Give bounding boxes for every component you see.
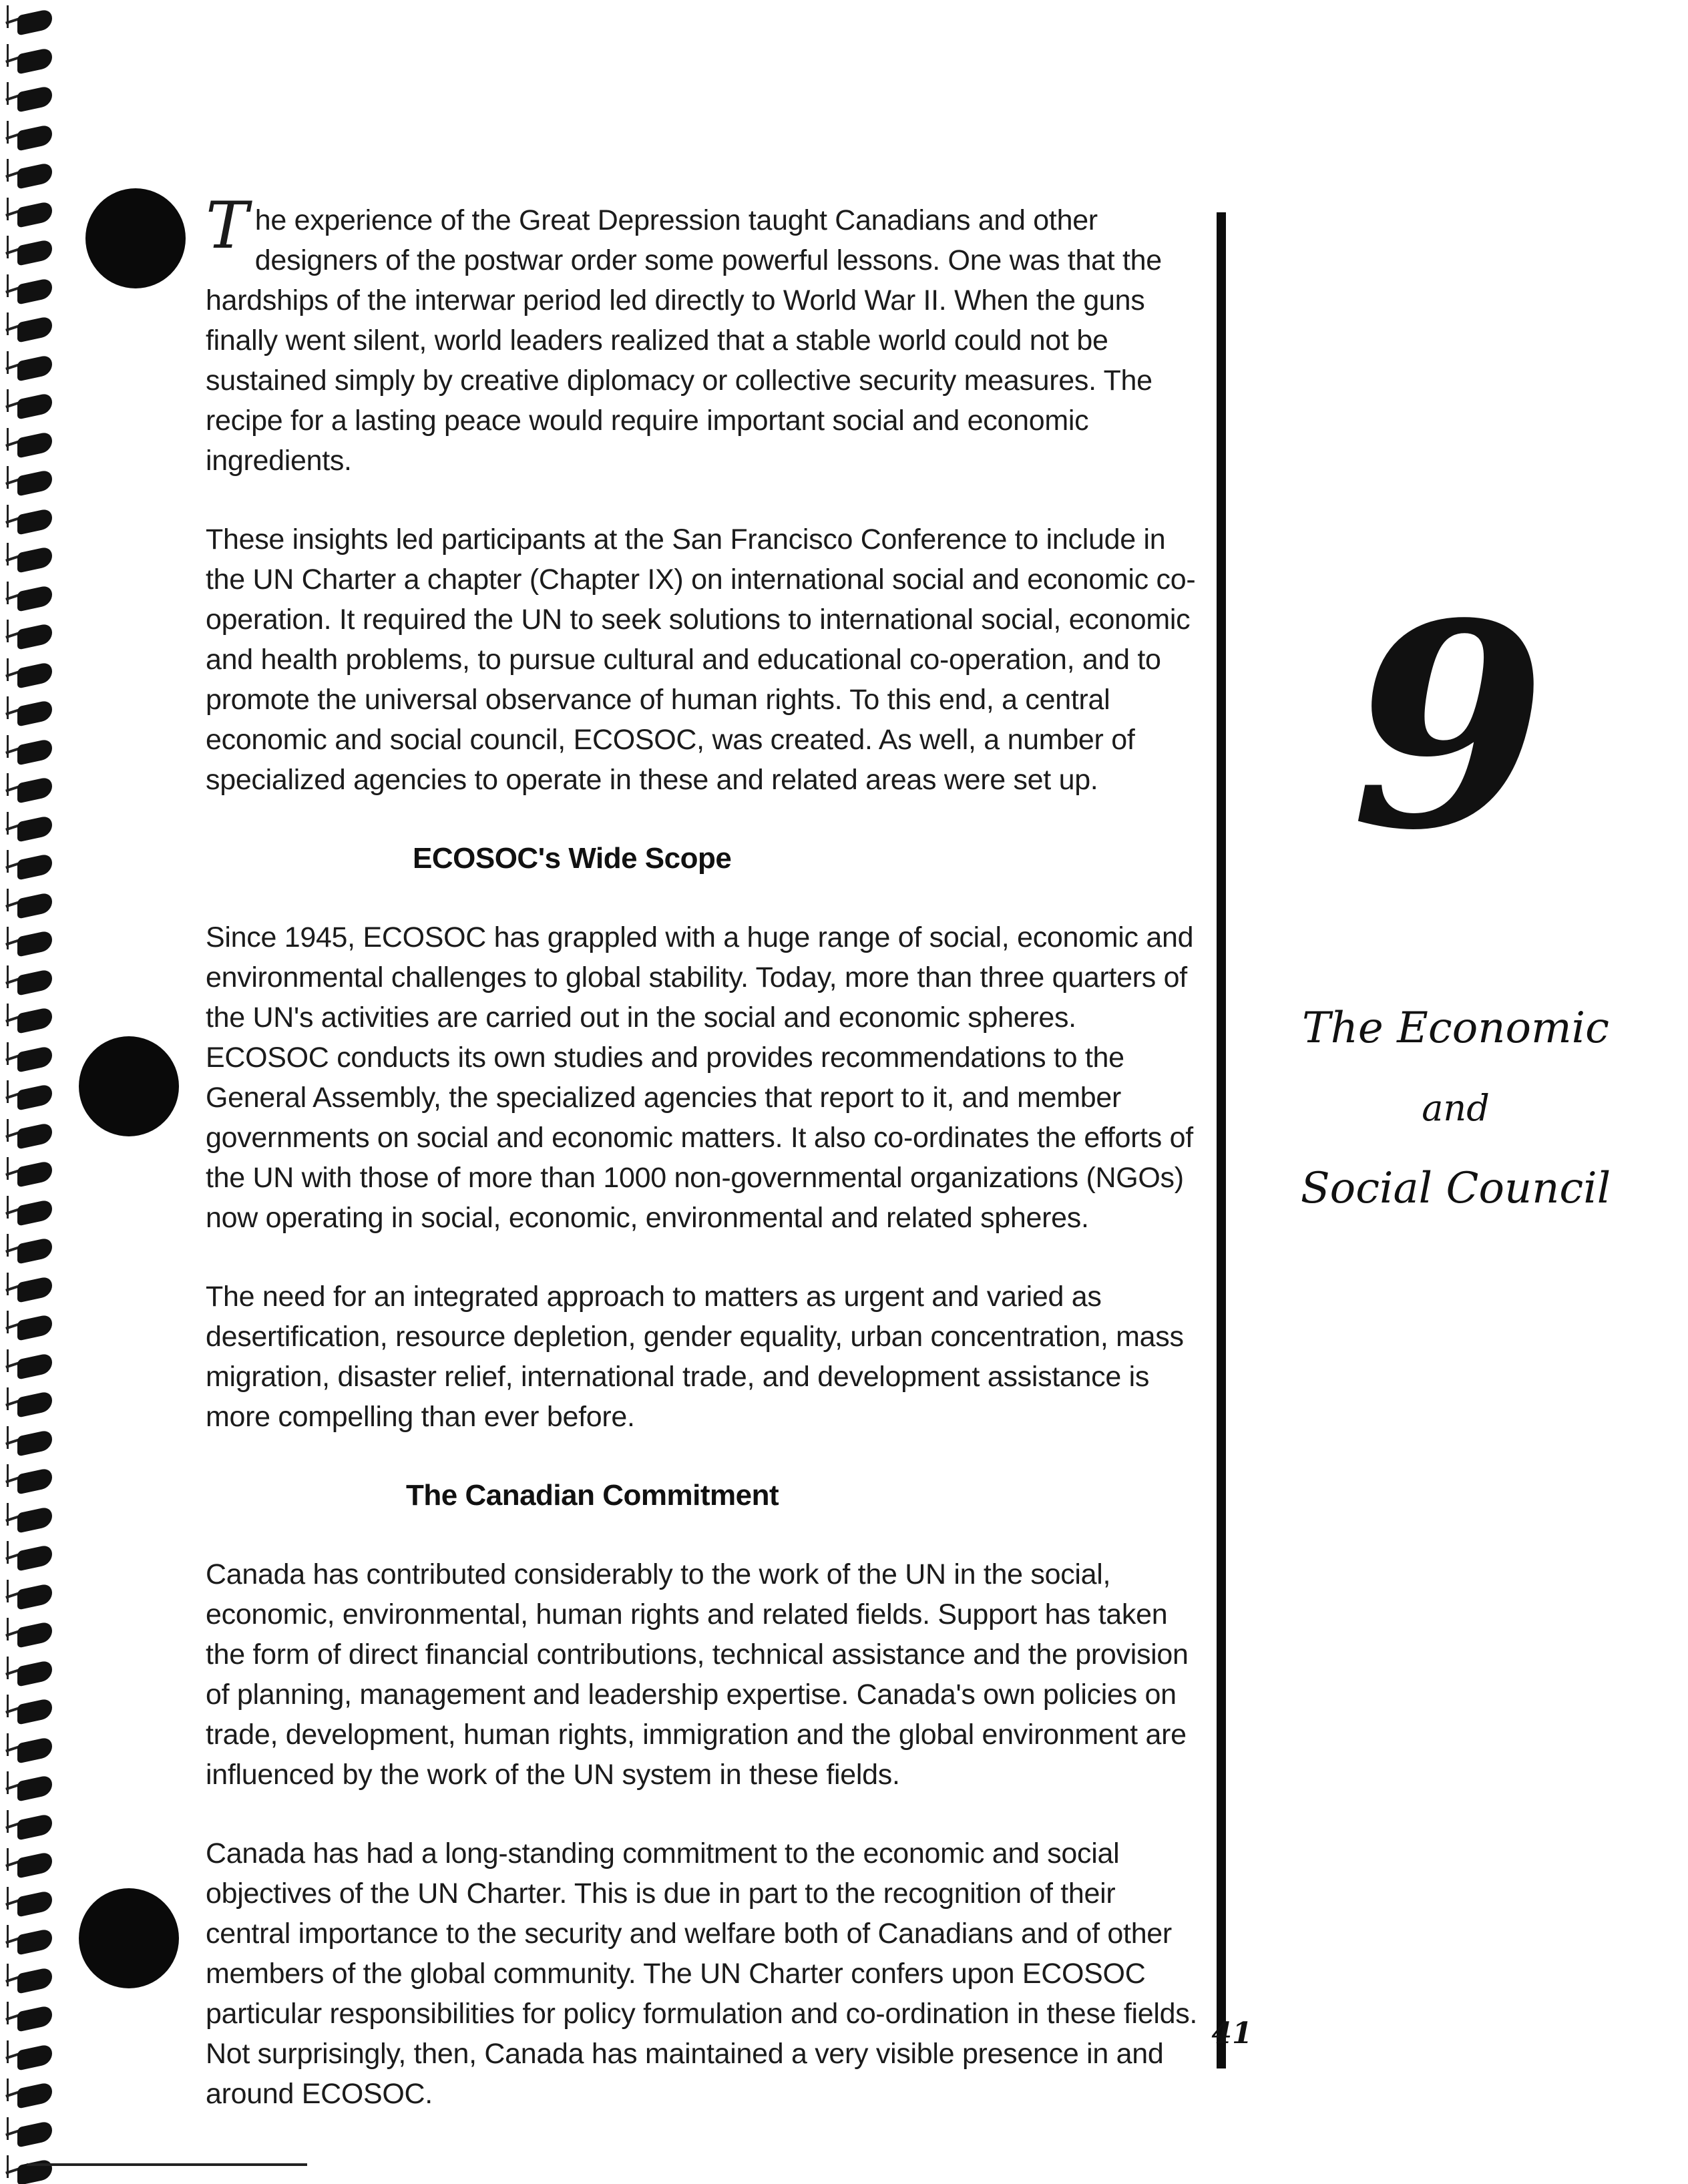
binding-coil — [5, 739, 55, 766]
binding-coil — [5, 1238, 55, 1265]
binding-coil — [5, 202, 55, 228]
binding-coil — [5, 355, 55, 382]
binding-coil — [5, 662, 55, 689]
binding-coil — [5, 1277, 55, 1303]
page-number: 41 — [1211, 2016, 1253, 2050]
paragraph-san-francisco: These insights led participants at the San Francisco Conference to include in the UN Charter a chapter (Chapter IX) on international social and economic co-operation. It required the UN to seek solutions to international social, economic and health problems, to pursue cultural and educational co-operation, and to promote the universal observance of human rights. To this end, a central economic and social council, ECOSOC, was created. As well, a number of specialized agencies to operate in these and related areas were set up. — [206, 523, 1196, 796]
binding-coil — [5, 777, 55, 804]
binding-coil — [5, 48, 55, 75]
binding-coil — [5, 1008, 55, 1034]
binding-coil — [5, 854, 55, 881]
binding-coil — [5, 1545, 55, 1572]
binding-coil — [5, 2006, 55, 2032]
binding-coil — [5, 393, 55, 420]
binding-coil — [5, 1814, 55, 1841]
binding-coil — [5, 1507, 55, 1534]
chapter-number: 9 — [1351, 563, 1547, 892]
binding-coil — [5, 2083, 55, 2109]
binding-coil — [5, 624, 55, 650]
binding-coil — [5, 432, 55, 459]
binding-coil — [5, 931, 55, 957]
binding-coil — [5, 969, 55, 996]
paragraph-since-1945: Since 1945, ECOSOC has grappled with a huge range of social, economic and environmental challenges to global stability. Today, more than three quarters of the UN's activities are carried out in the social and economic spheres. ECOSOC conducts its own studies and provides recommendations to the General Assembly, the specialized agencies that report to it, and member governments on social and economic matters. It also co-ordinates the efforts of the UN with those of more than 1000 non-governmental organizations (NGOs) now operating in social, economic, environmental and related spheres. — [206, 921, 1194, 1234]
binding-coil — [5, 1699, 55, 1725]
spiral-binding — [0, 0, 60, 2184]
binding-coil — [5, 586, 55, 612]
binding-coil — [5, 1737, 55, 1764]
binding-coil — [5, 1661, 55, 1687]
binding-coil — [5, 125, 55, 152]
binding-coil — [5, 163, 55, 190]
binding-coil — [5, 1852, 55, 1879]
binding-coil — [5, 1391, 55, 1418]
binding-coil — [5, 1468, 55, 1495]
binding-coil — [5, 470, 55, 497]
binding-coil — [5, 1315, 55, 1341]
binding-coil — [5, 2121, 55, 2148]
drop-cap: T — [206, 188, 248, 263]
binding-coil — [5, 9, 55, 36]
binding-coil — [5, 700, 55, 727]
binding-coil — [5, 1622, 55, 1649]
binding-coil — [5, 1123, 55, 1150]
vertical-divider — [1217, 212, 1226, 2068]
binding-coil — [5, 893, 55, 919]
binding-coil — [5, 86, 55, 113]
binding-coil — [5, 816, 55, 843]
binding-coil — [5, 316, 55, 343]
binding-coil — [5, 1968, 55, 1994]
paragraph-intro — [206, 188, 1207, 481]
heading-canadian-commitment: The Canadian Commitment — [406, 1479, 779, 1512]
binding-coil — [5, 240, 55, 266]
paragraph-canada-contributed: Canada has contributed considerably to the work of the UN in the social, economic, environmental, human rights and related fields. Support has taken the form of direct financial contributions, technical assistance and the provision of planning, management and leadership expertise. Canada's own policies on trade, development, human rights, immigration and the global environment are influenced by the work of the UN system in these fields. — [206, 1558, 1189, 1791]
binding-coil — [5, 2044, 55, 2071]
binding-coil — [5, 547, 55, 574]
binding-coil — [5, 1084, 55, 1111]
binding-coil — [5, 1200, 55, 1227]
chapter-title-line-3: Social Council — [1300, 1164, 1611, 1213]
heading-wide-scope: ECOSOC's Wide Scope — [413, 842, 732, 875]
paragraph-intro-text: he experience of the Great Depression taught Canadians and other designers of the postwar order some powerful lessons. One was that the hardships of the interwar period led directly to World War II. When the guns finally went silent, world leaders realized that a stable world could not be sustained simply by creative diplomacy or collective security measures. The recipe for a lasting peace would require important social and economic ingredients. — [206, 204, 1162, 477]
main-text-column — [206, 188, 1207, 2153]
punch-hole-bottom — [79, 1888, 179, 1988]
binding-coil — [5, 278, 55, 305]
binding-coil — [5, 1929, 55, 1956]
binding-coil — [5, 1430, 55, 1457]
chapter-title — [1269, 988, 1643, 1229]
binding-coil — [5, 1353, 55, 1380]
binding-coil — [5, 1046, 55, 1073]
binding-coil — [5, 1775, 55, 1802]
punch-hole-top — [85, 188, 186, 288]
paragraph-canada-long-standing: Canada has had a long-standing commitment to the economic and social objectives of the UN Charter. This is due in part to the recognition of their central importance to the security and welfare both of Canadians and of other members of the global community. The UN Charter confers upon ECOSOC particular responsibilities for policy formulation and co-ordination in these fields. Not surprisingly, then, Canada has maintained a very visible presence in and around ECOSOC. — [206, 1837, 1198, 2110]
binding-coil — [5, 1161, 55, 1188]
paragraph-integrated-approach: The need for an integrated approach to matters as urgent and varied as desertification, resource depletion, gender equality, urban concentration, mass migration, disaster relief, international trade, and development assistance is more compelling than ever before. — [206, 1281, 1184, 1433]
binding-coil — [5, 509, 55, 535]
binding-coil — [5, 1584, 55, 1610]
binding-coil — [5, 1891, 55, 1918]
bottom-edge-line — [27, 2163, 307, 2166]
chapter-title-line-1: The Economic — [1302, 1004, 1609, 1053]
chapter-title-line-2: and — [1422, 1087, 1490, 1129]
punch-hole-middle — [79, 1036, 179, 1136]
